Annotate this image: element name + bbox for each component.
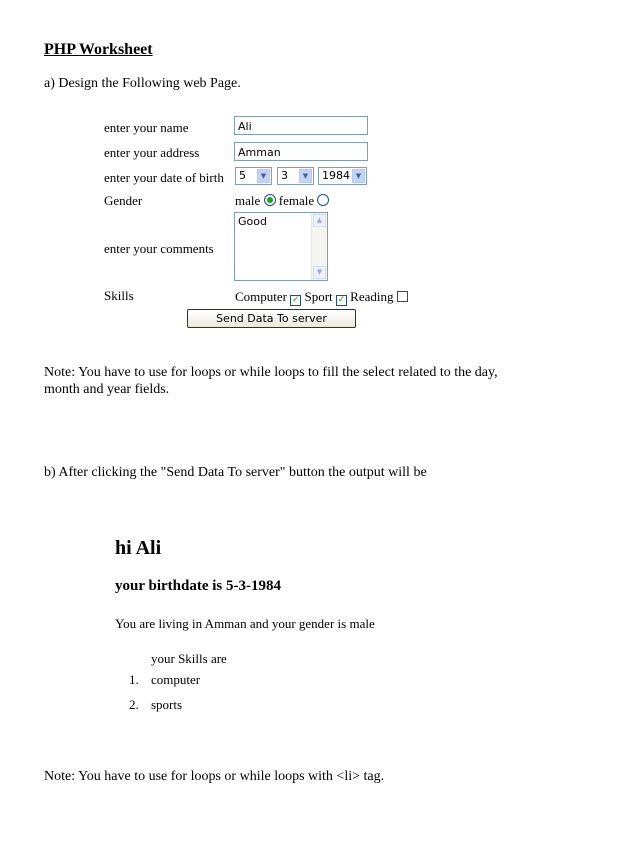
dob-month-value: 3 [281,169,288,182]
chevron-down-icon[interactable]: ▼ [352,169,365,183]
note-loops-select-line2: month and year fields. [44,382,170,397]
send-data-button[interactable]: Send Data To server [187,309,356,328]
skill-computer-label: Computer [235,289,287,304]
scroll-down-icon[interactable]: ▼ [313,266,326,279]
address-field[interactable]: Amman [234,142,368,161]
list-item-number: 2. [129,697,139,712]
comments-label: enter your comments [104,241,214,256]
skill-reading-label: Reading [350,289,394,304]
output-skills-intro: your Skills are [151,651,227,666]
comments-value: Good [238,215,267,228]
page-title: PHP Worksheet [44,41,153,58]
scroll-up-icon[interactable]: ▲ [313,214,326,227]
skill-reading-checkbox[interactable] [397,291,408,302]
address-label: enter your address [104,145,200,160]
gender-female-label: female [278,193,315,208]
skills-label: Skills [104,288,134,303]
skill-computer-checkbox[interactable]: ✓ [291,295,300,305]
gender-male-label: male [235,193,261,208]
part-b-instruction: b) After clicking the "Send Data To server" button the output will be [44,465,427,480]
name-field[interactable]: Ali [234,116,368,135]
output-living: You are living in Amman and your gender is male [115,616,375,631]
output-birthdate: your birthdate is 5-3-1984 [115,578,281,594]
output-greeting: hi Ali [115,537,162,559]
chevron-down-icon[interactable]: ▼ [257,169,270,183]
gender-options [235,193,329,209]
list-item: sports [151,697,183,712]
part-a-instruction: a) Design the Following web Page. [44,76,241,91]
list-item-number: 1. [129,672,139,687]
skill-sport-checkbox[interactable]: ✓ [337,295,346,305]
comments-scrollbar[interactable] [311,213,327,280]
gender-label: Gender [104,193,143,208]
gender-female-radio[interactable] [317,194,329,206]
gender-male-radio[interactable] [264,194,276,206]
list-item: computer [151,672,201,687]
skill-sport-label: Sport [304,289,333,304]
comments-textarea[interactable] [234,212,328,281]
chevron-down-icon[interactable]: ▼ [299,169,312,183]
dob-month-select[interactable] [277,167,314,185]
dob-year-value: 1984 [322,169,350,182]
dob-year-select[interactable] [318,167,367,185]
dob-label: enter your date of birth [104,170,224,185]
note-loops-li: Note: You have to use for loops or while loops with <li> tag. [44,769,385,784]
skills-options [235,289,408,306]
name-label: enter your name [104,120,189,135]
note-loops-select-line1: Note: You have to use for loops or while loops to fill the select related to the day, [44,365,498,380]
dob-day-value: 5 [239,169,246,182]
dob-day-select[interactable] [235,167,272,185]
